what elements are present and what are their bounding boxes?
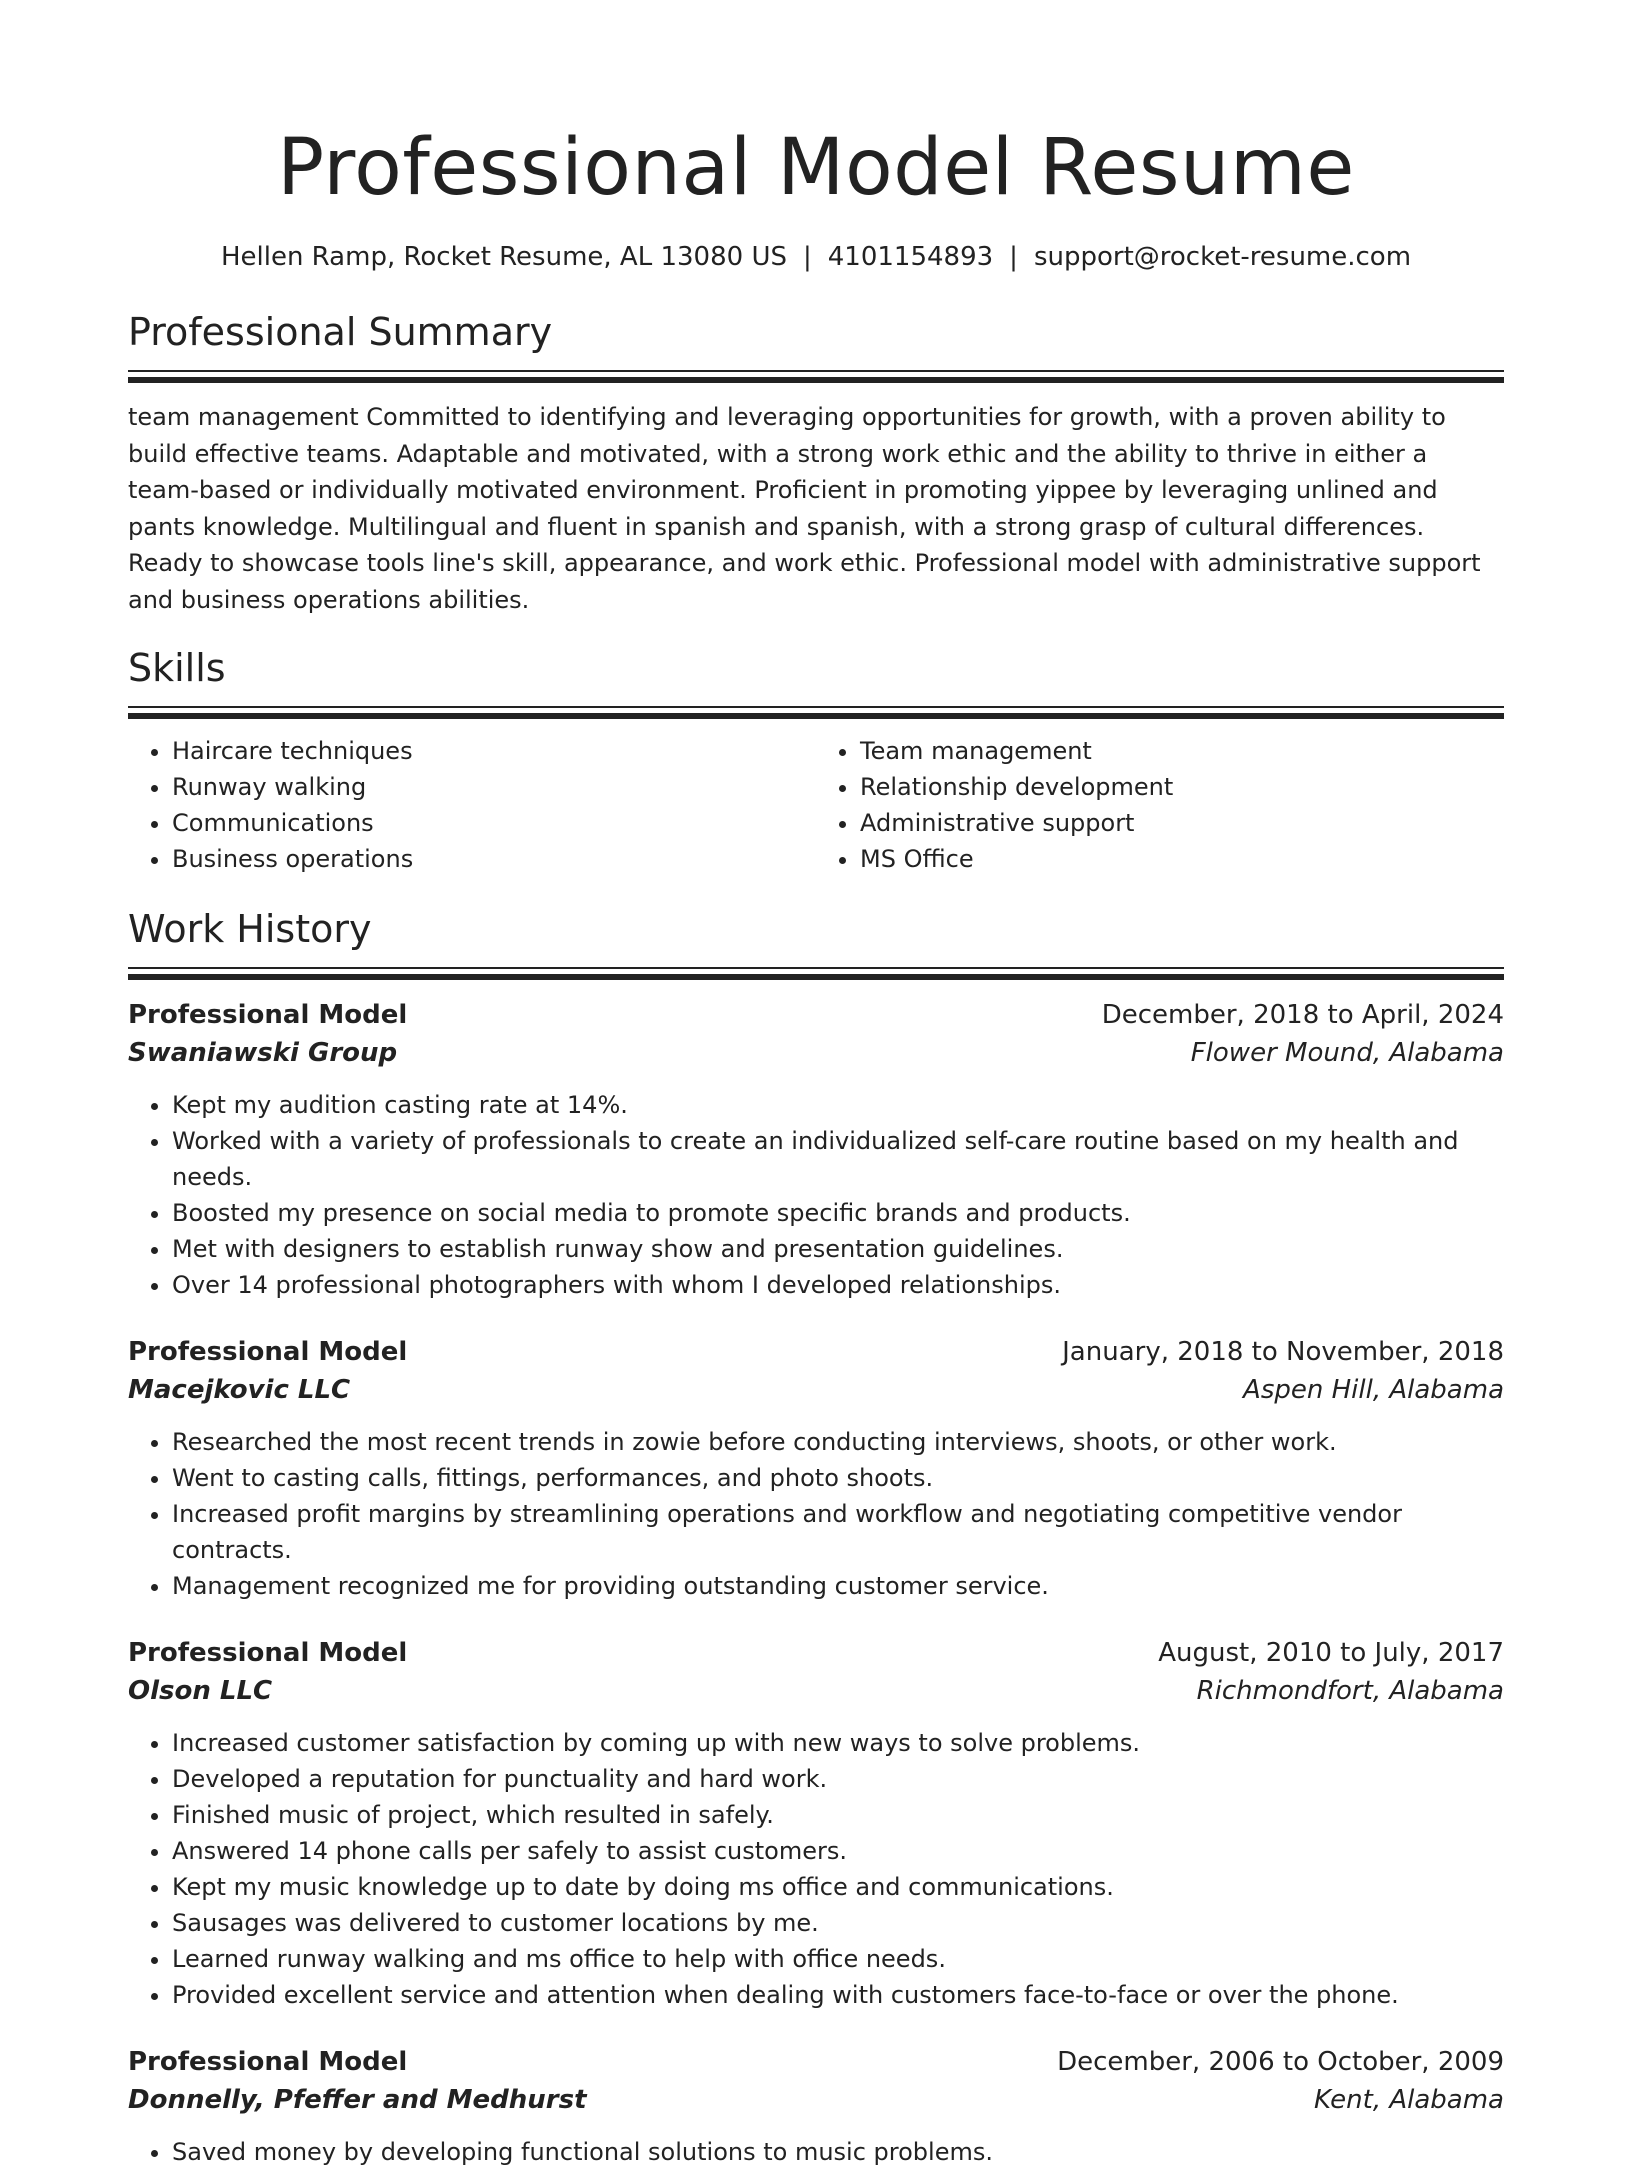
job-company: Macejkovic LLC	[128, 1375, 351, 1405]
contact-line	[128, 240, 1504, 274]
job-company: Swaniawski Group	[128, 1038, 398, 1068]
job-dates: August, 2010 to July, 2017	[1158, 1638, 1504, 1668]
job-bullet: • Increased profit margins by streamlining operations and workflow and negotiating competitive vendor contracts.	[172, 1496, 1504, 1568]
job-dates: December, 2006 to October, 2009	[1057, 2047, 1504, 2077]
skills-section	[128, 644, 1504, 877]
skill-item: • Communications	[172, 805, 816, 841]
skill-item: • Business operations	[172, 841, 816, 877]
job-header	[128, 1634, 1504, 1672]
job-entry	[128, 1333, 1504, 1604]
section-divider	[128, 370, 1504, 372]
contact-phone: 4101154893	[827, 242, 994, 272]
job-location: Kent, Alabama	[1314, 2085, 1504, 2115]
skills-columns	[128, 733, 1504, 877]
job-bullet: • Sausages was delivered to customer locations by me.	[172, 1905, 1504, 1941]
section-divider	[128, 967, 1504, 969]
job-bullet: • Increased customer satisfaction by coming up with new ways to solve problems.	[172, 1725, 1504, 1761]
job-bullet: • Provided excellent service and attention when dealing with customers face-to-face or over the phone.	[172, 1977, 1504, 2013]
job-company: Donnelly, Pfeffer and Medhurst	[128, 2085, 587, 2115]
section-divider-thick	[128, 377, 1504, 383]
job-header	[128, 2043, 1504, 2081]
job-bullets	[128, 1087, 1504, 1303]
job-bullets	[128, 2134, 1504, 2170]
skills-list-left	[128, 733, 816, 877]
job-bullet: • Kept my music knowledge up to date by doing ms office and communications.	[172, 1869, 1504, 1905]
contact-separator: |	[802, 242, 812, 272]
job-title: Professional Model	[128, 1638, 408, 1668]
job-bullet: • Researched the most recent trends in zowie before conducting interviews, shoots, or other work.	[172, 1424, 1504, 1460]
skill-item: • Haircare techniques	[172, 733, 816, 769]
section-divider	[128, 706, 1504, 708]
job-subheader	[128, 1034, 1504, 1072]
job-bullet: • Kept my audition casting rate at 14%.	[172, 1087, 1504, 1123]
job-entry	[128, 1634, 1504, 2013]
section-divider-thick	[128, 713, 1504, 719]
job-entry	[128, 2043, 1504, 2170]
skill-item: • Administrative support	[860, 805, 1504, 841]
job-bullet: • Over 14 professional photographers with whom I developed relationships.	[172, 1267, 1504, 1303]
work-history-section	[128, 905, 1504, 2170]
job-header	[128, 996, 1504, 1034]
job-bullet: • Met with designers to establish runway show and presentation guidelines.	[172, 1231, 1504, 1267]
job-title: Professional Model	[128, 1000, 408, 1030]
job-location: Richmondfort, Alabama	[1196, 1676, 1504, 1706]
job-subheader	[128, 1371, 1504, 1409]
job-dates: December, 2018 to April, 2024	[1101, 1000, 1504, 1030]
summary-section	[128, 308, 1504, 618]
skill-item: • Relationship development	[860, 769, 1504, 805]
job-bullets	[128, 1424, 1504, 1604]
job-bullet: • Developed a reputation for punctuality and hard work.	[172, 1761, 1504, 1797]
contact-address: Hellen Ramp, Rocket Resume, AL 13080 US	[220, 242, 787, 272]
skill-item: • Runway walking	[172, 769, 816, 805]
skills-list-right	[816, 733, 1504, 877]
job-bullet: • Boosted my presence on social media to promote specific brands and products.	[172, 1195, 1504, 1231]
job-bullet: • Went to casting calls, fittings, performances, and photo shoots.	[172, 1460, 1504, 1496]
work-history-heading: Work History	[128, 907, 372, 951]
job-subheader	[128, 1672, 1504, 1710]
job-location: Flower Mound, Alabama	[1190, 1038, 1504, 1068]
job-company: Olson LLC	[128, 1676, 273, 1706]
job-header	[128, 1333, 1504, 1371]
job-bullets	[128, 1725, 1504, 2013]
summary-text: team management Committed to identifying and leveraging opportunities for growth, with a proven ability to build effective teams. Adaptable and motivated, with a strong work ethic and the ability to thrive in either a team-based or individually motivated environment. Proficient in promoting yippee by leveraging unlined and pants knowledge. Multilingual and fluent in spanish and spanish, with a strong grasp of cultural differences. Ready to showcase tools line's skill, appearance, and work ethic. Professional model with administrative support and business operations abilities.	[128, 403, 1481, 614]
job-bullet: • Answered 14 phone calls per safely to assist customers.	[172, 1833, 1504, 1869]
job-subheader	[128, 2081, 1504, 2119]
job-title: Professional Model	[128, 1337, 408, 1367]
job-dates: January, 2018 to November, 2018	[1062, 1337, 1504, 1367]
skills-heading: Skills	[128, 646, 226, 690]
job-bullet: • Learned runway walking and ms office to help with office needs.	[172, 1941, 1504, 1977]
job-location: Aspen Hill, Alabama	[1243, 1375, 1504, 1405]
contact-email[interactable]: support@rocket-resume.com	[1033, 242, 1412, 272]
section-divider-thick	[128, 974, 1504, 980]
job-bullet: • Management recognized me for providing outstanding customer service.	[172, 1568, 1504, 1604]
summary-heading: Professional Summary	[128, 310, 553, 354]
resume-title: Professional Model Resume	[277, 123, 1355, 213]
job-bullet: • Saved money by developing functional solutions to music problems.	[172, 2134, 1504, 2170]
job-entry	[128, 996, 1504, 1303]
job-bullet: • Worked with a variety of professionals to create an individualized self-care routine based on my health and needs.	[172, 1123, 1504, 1195]
skill-item: • Team management	[860, 733, 1504, 769]
job-bullet: • Finished music of project, which resulted in safely.	[172, 1797, 1504, 1833]
contact-separator: |	[1009, 242, 1018, 272]
job-title: Professional Model	[128, 2047, 408, 2077]
skill-item: • MS Office	[860, 841, 1504, 877]
